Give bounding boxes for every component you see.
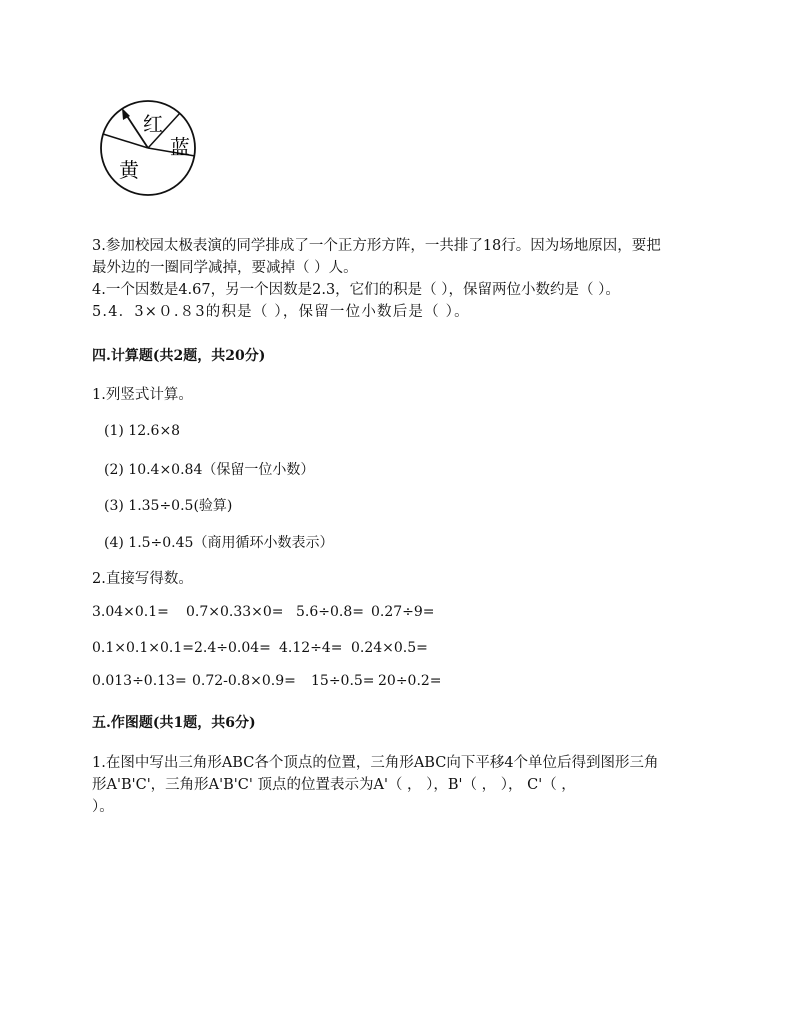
mental-math-row-3 xyxy=(92,673,442,689)
drawing-question-1-line-3: ）。 xyxy=(92,799,114,815)
calc-item-3: (3) 1.35÷0.5(验算) xyxy=(104,498,233,514)
spinner-label-blue: 蓝 xyxy=(170,135,190,159)
calc-item-4: (4) 1.5÷0.45（商用循环小数表示） xyxy=(104,535,334,551)
calc-item-2: (2) 10.4×0.84（保留一位小数） xyxy=(104,462,315,478)
mental-math-cell: 0.1×0.1×0.1= xyxy=(92,640,194,656)
mental-math-cell: 2.4÷0.04= xyxy=(194,640,271,656)
calc-item-1: (1) 12.6×8 xyxy=(104,423,181,439)
mental-math-cell: 5.6÷0.8= xyxy=(296,604,364,620)
drawing-question-1-line-2: 形A'B'C'，三角形A'B'C' 顶点的位置表示为A'（ ， ），B'（ ， ）， C'（ ， xyxy=(92,777,576,793)
mental-math-row-2 xyxy=(92,640,428,656)
mental-math-cell: 0.7×0.33×0= xyxy=(186,604,284,620)
section-4-heading: 四.计算题(共2题，共20分) xyxy=(92,348,266,364)
mental-math-row-1 xyxy=(92,604,435,620)
spinner-label-yellow: 黄 xyxy=(119,158,139,182)
question-4: 4.一个因数是4.67，另一个因数是2.3，它们的积是（ ），保留两位小数约是（ ）。 xyxy=(92,282,620,298)
mental-math-cell: 3.04×0.1= xyxy=(92,604,169,620)
spinner-figure xyxy=(92,96,204,198)
mental-math-cell: 20÷0.2= xyxy=(378,673,442,689)
mental-math-cell: 15÷0.5= xyxy=(311,673,375,689)
question-5: 5.4．3×０.８3的积是（ ），保留一位小数后是（ ）。 xyxy=(92,304,470,320)
spinner-label-red: 红 xyxy=(143,112,163,136)
mental-math-cell: 0.013÷0.13= xyxy=(92,673,187,689)
calc-question-2-title: 2.直接写得数。 xyxy=(92,571,193,587)
drawing-question-1-line-1: 1.在图中写出三角形ABC各个顶点的位置，三角形ABC向下平移4个单位后得到图形三角 xyxy=(92,755,659,771)
section-5-heading: 五.作图题(共1题，共6分) xyxy=(92,715,256,731)
mental-math-cell: 0.24×0.5= xyxy=(351,640,428,656)
question-3-line-2: 最外边的一圈同学减掉，要减掉（ ）人。 xyxy=(92,260,358,276)
question-3-line-1: 3.参加校园太极表演的同学排成了一个正方形方阵，一共排了18行。因为场地原因，要把 xyxy=(92,238,661,254)
mental-math-cell: 0.72-0.8×0.9= xyxy=(192,673,296,689)
calc-question-1-title: 1.列竖式计算。 xyxy=(92,387,193,403)
mental-math-cell: 0.27÷9= xyxy=(371,604,435,620)
mental-math-cell: 4.12÷4= xyxy=(279,640,343,656)
